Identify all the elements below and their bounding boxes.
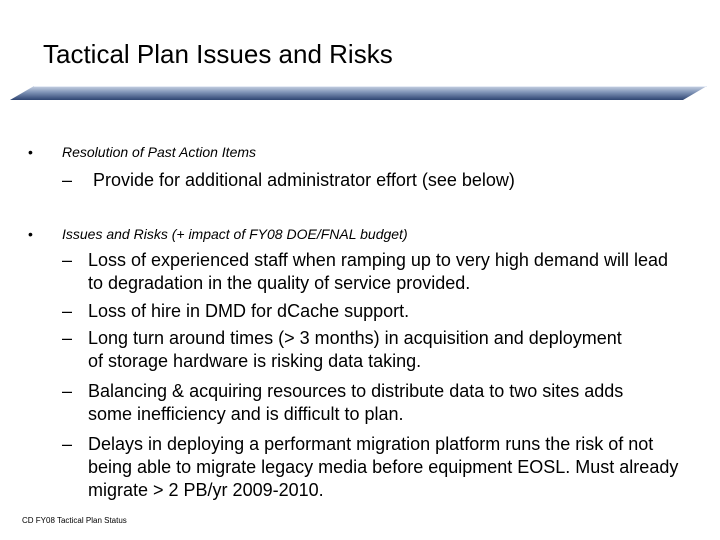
sub-item-text: Delays in deploying a performant migration platform runs the risk of not being able to migrate legacy media before equipment EOSL. Must already migrate > 2 PB/yr 2009-2010. <box>88 434 679 500</box>
sub-item-text: Loss of experienced staff when ramping up to very high demand will lead to degradation in the quality of service provided. <box>88 250 669 293</box>
bullet-text: Resolution of Past Action Items <box>62 144 257 160</box>
title-divider <box>10 82 707 104</box>
slide-footer: CD FY08 Tactical Plan Status <box>22 516 127 525</box>
sub-item <box>62 249 674 295</box>
sub-item <box>62 433 702 502</box>
sub-item-text: Loss of hire in DMD for dCache support. <box>88 301 410 321</box>
dash-icon: – <box>62 434 73 454</box>
dash-icon: – <box>62 170 73 190</box>
dash-icon: – <box>62 301 73 321</box>
bullet-dot-icon: • <box>28 226 33 242</box>
dash-icon: – <box>62 381 73 401</box>
bullet-issues-and-risks <box>28 225 408 243</box>
sub-item <box>62 300 674 323</box>
slide-title: Tactical Plan Issues and Risks <box>43 39 393 69</box>
dash-icon: – <box>62 328 73 348</box>
sub-item <box>62 169 662 192</box>
bullet-dot-icon: • <box>28 144 33 160</box>
sub-item <box>62 380 652 426</box>
dash-icon: – <box>62 250 73 270</box>
bullet-text: Issues and Risks (+ impact of FY08 DOE/FNAL budget) <box>62 226 408 242</box>
sub-item-text: Balancing & acquiring resources to distribute data to two sites adds some inefficiency and is difficult to plan. <box>88 381 624 424</box>
bullet-resolution-of-past-action-items <box>28 143 256 161</box>
sub-item-text: Provide for additional administrator effort (see below) <box>93 170 515 190</box>
sub-item-text: Long turn around times (> 3 months) in acquisition and deployment of storage hardware is risking data taking. <box>88 328 622 371</box>
sub-item <box>62 327 622 373</box>
